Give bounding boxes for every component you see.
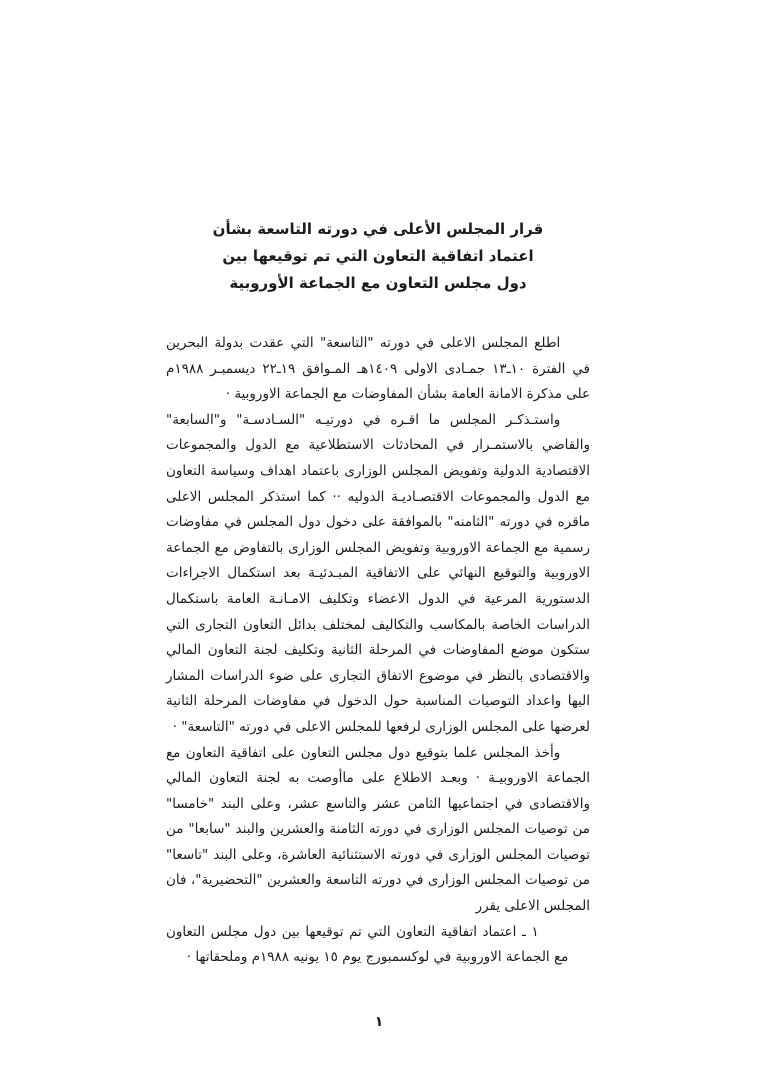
document-body xyxy=(166,331,590,971)
decree-item-1: ١ ـ اعتماد اتفاقية التعاون التي تم توقيعها بين دول مجلس التعاون مع الجماعة الاوروبية في لوكسمبورج يوم ١٥ يونيه ١٩٨٨م وملحقاتها · xyxy=(166,923,569,966)
paragraph-2: واستـذكـر المجلس ما اقـره في دورتيـه "السـادسـة" و"السابعة" والقاضي بالاستمـرار في المحادثات الاستطلاعية مع الدول والمجموعات الاقتصادية الدولية وتفويض المجلس الوزارى باعتماد اهداف وسياسة التعاون مع الدول والمجموعات الاقتصـاديـة الدوليه ·· كما استذكر المجلس الاعلى ماقره في دورته "الثامنه" بالموافقة على دخول دول المجلس في مفاوضات رسمية مع الجماعة الاوروبية وتفويض المجلس الوزارى بالتفاوض مع الجماعة الاوروبية والتوقيع النهائي على الاتفاقية المبـدئيـة بعد استكمال الاجراءات الدستورية المرعية في الدول الاعضاء وتكليف الامـانـة العامة باستكمال الدراسات الخاصة بالمكاسب والتكاليف لمختلف بدائل التعاون التجارى التي ستكون موضع المفاوضات في المرحلة الثانية وتكليف لجنة التعاون المالي والاقتصادى بالنظر في موضوع الاتفاق التجارى على ضوء الدراسات المشار اليها واعداد التوصيات المناسبة حول الدخول في مفاوضات المرحلة الثانية لعرضها على المجلس الوزارى لرفعها للمجلس الاعلى في دورته "التاسعة" · xyxy=(166,411,590,735)
paragraph-3: وأخذ المجلس علما بتوقيع دول مجلس التعاون على اتفاقية التعاون مع الجماعة الاوروبيـة · وبعـد الاطلاع على ماأوصت به لجنة التعاون المالي والاقتصادى في اجتماعيها الثامن عشر والتاسع عشر، وعلى البند "خامسا" من توصيات المجلس الوزارى في دورته الثامنة والعشرين والبند "سابعا" من توصيات المجلس الوزارى في دورته الاستثنائية العاشرة، وعلى البند "تاسعا" من توصيات المجلس الوزارى في دورته التاسعة والعشرين "التحضيرية"، فان المجلس الاعلى يقرر xyxy=(166,744,590,915)
title-line-3: دول مجلس التعاون مع الجماعة الأوروبية xyxy=(229,274,527,292)
document-content xyxy=(166,216,590,971)
paragraph-1: اطلع المجلس الاعلى في دورته "التاسعة" التي عقدت بدولة البحرين في الفترة ١٠ـ١٣ جمـادى الاولى ١٤٠٩هـ المـوافق ١٩ـ٢٢ ديسمبـر ١٩٨٨م على مذكرة الامانة العامة بشأن المفاوضات مع الجماعة الاوروبية · xyxy=(166,335,590,403)
title-line-2: اعتماد اتفاقية التعاون التي تم توقيعها بين xyxy=(222,247,534,265)
document-title xyxy=(166,216,590,297)
title-line-1: قرار المجلس الأعلى في دورته التاسعة بشأن xyxy=(212,220,544,238)
page-number: ١ xyxy=(374,1014,384,1030)
